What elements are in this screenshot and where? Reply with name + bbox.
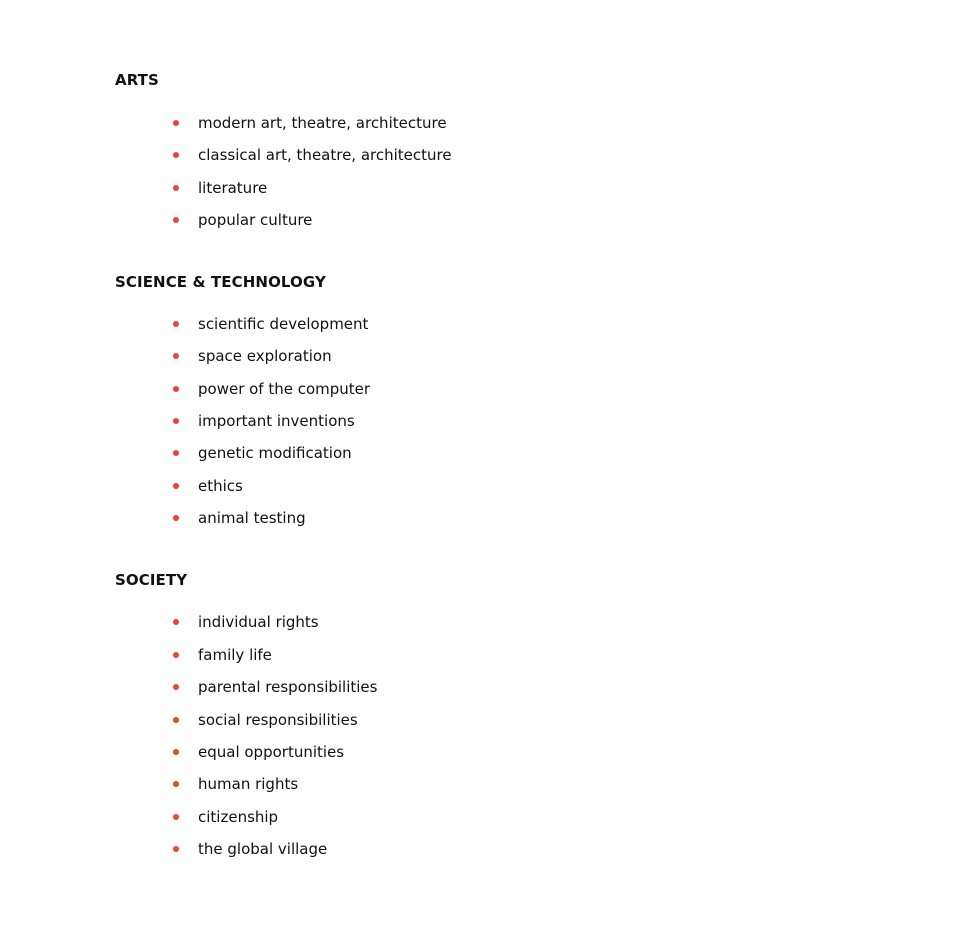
list-item-text: the global village [198, 840, 328, 858]
bullet-icon [173, 749, 179, 755]
list-item-text: animal testing [198, 509, 306, 527]
bullet-icon [173, 321, 179, 327]
bullet-icon [173, 684, 179, 690]
list-item-text: parental responsibilities [198, 678, 378, 696]
list-item-text: popular culture [198, 211, 313, 229]
list-item-text: space exploration [198, 347, 332, 365]
list-item-text: family life [198, 646, 272, 664]
bullet-icon [173, 814, 179, 820]
list-item-text: power of the computer [198, 380, 371, 398]
bullet-icon [173, 652, 179, 658]
list-item-text: literature [198, 179, 268, 197]
list-item-text: modern art, theatre, architecture [198, 114, 447, 132]
list-item-text: ethics [198, 477, 243, 495]
bullet-icon [173, 717, 179, 723]
list-item-text: individual rights [198, 613, 319, 631]
bullet-icon [173, 483, 179, 489]
bullet-icon [173, 450, 179, 456]
bullet-icon [173, 619, 179, 625]
bullet-icon [173, 781, 179, 787]
bullet-icon [173, 386, 179, 392]
bullet-icon [173, 185, 179, 191]
list-item-text: scientific development [198, 315, 369, 333]
list-item-text: equal opportunities [198, 743, 345, 761]
list-item-text: genetic modification [198, 444, 352, 462]
section-heading-science-technology: SCIENCE & TECHNOLOGY [115, 273, 326, 291]
list-item-text: classical art, theatre, architecture [198, 146, 452, 164]
list-item-text: citizenship [198, 808, 279, 826]
bullet-icon [173, 152, 179, 158]
bullet-icon [173, 120, 179, 126]
list-item-text: important inventions [198, 412, 355, 430]
section-heading-arts: ARTS [115, 71, 159, 89]
bullet-icon [173, 515, 179, 521]
section-heading-society: SOCIETY [115, 571, 188, 589]
bullet-icon [173, 846, 179, 852]
bullet-icon [173, 418, 179, 424]
bullet-icon [173, 353, 179, 359]
bullet-icon [173, 217, 179, 223]
list-item-text: human rights [198, 775, 299, 793]
list-item-text: social responsibilities [198, 711, 358, 729]
